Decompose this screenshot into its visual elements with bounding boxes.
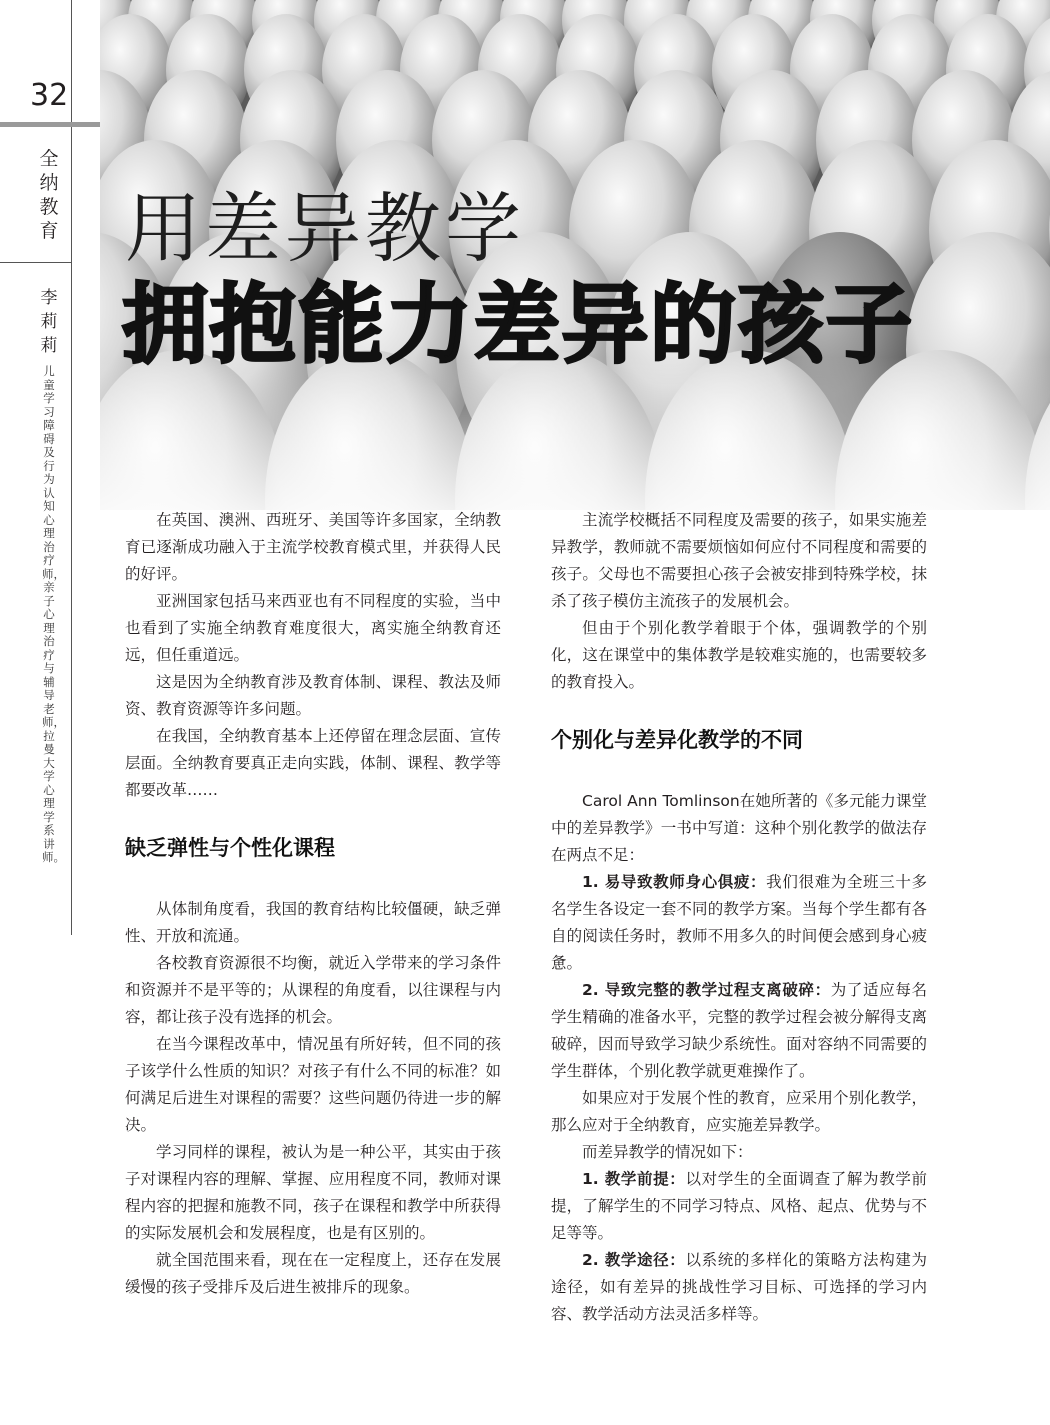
paragraph: 各校教育资源很不均衡，就近入学带来的学习条件和资源并不是平等的；从课程的角度看，以往课程与内容，都让孩子没有选择的机会。 <box>125 954 501 1026</box>
numbered-paragraph <box>551 869 927 977</box>
sidebar-separator <box>0 262 72 263</box>
point-label: 2. 导致完整的教学过程支离破碎： <box>582 981 831 999</box>
paragraph: 而差异教学的情况如下： <box>582 1143 753 1161</box>
page-number: 32 <box>30 78 69 113</box>
point-text: 以系统的多样化的策略方法构建为途径，如有差异的挑战性学习目标、可选择的学习内容、教学活动方法灵活多样等。 <box>551 1251 927 1323</box>
page-number-bar <box>0 122 100 127</box>
paragraph: 在英国、澳洲、西班牙、美国等许多国家，全纳教育已逐渐成功融入于主流学校教育模式里，并获得人民的好评。 <box>125 511 501 583</box>
paragraph: 亚洲国家包括马来西亚也有不同程度的实验，当中也看到了实施全纳教育难度很大，离实施全纳教育还远，但任重道远。 <box>125 592 501 664</box>
paragraph: 主流学校概括不同程度及需要的孩子，如果实施差异教学，教师就不需要烦恼如何应付不同程度和需要的孩子。父母也不需要担心孩子会被安排到特殊学校，抹杀了孩子模仿主流孩子的发展机会。 <box>551 511 927 610</box>
point-label: 1. 易导致教师身心俱疲： <box>582 873 767 891</box>
paragraph: 这是因为全纳教育涉及教育体制、课程、教法及师资、教育资源等许多问题。 <box>125 673 501 718</box>
point-label: 2. 教学途径： <box>582 1251 686 1269</box>
title-line-1: 用差异教学 <box>125 184 525 273</box>
point-text: 为了适应每名学生精确的准备水平，完整的教学过程会被分解得支离破碎，因而导致学习缺少系统性。面对容纳不同需要的学生群体，个别化教学就更难操作了。 <box>551 981 927 1080</box>
numbered-paragraph <box>551 1166 927 1247</box>
section-heading: 个别化与差异化教学的不同 <box>551 728 803 752</box>
paragraph: 但由于个别化教学着眼于个体，强调教学的个别化，这在课堂中的集体教学是较难实施的，也需要较多的教育投入。 <box>551 619 927 691</box>
author-name: 李莉莉 <box>40 288 58 356</box>
author-bio: 儿童学习障碍及行为认知心理治疗师，亲子心理治疗与辅导老师，拉曼大学心理学系讲师。 <box>42 364 65 864</box>
paragraph: Carol Ann Tomlinson在她所著的《多元能力课堂中的差异教学》一书中写道：这种个别化教学的做法存在两点不足： <box>551 792 927 864</box>
section-name: 全纳教育 <box>39 148 59 242</box>
title-line-2: 拥抱能力差异的孩子 <box>122 275 914 375</box>
paragraph: 就全国范围来看，现在在一定程度上，还存在发展缓慢的孩子受排斥及后进生被排斥的现象。 <box>125 1251 501 1296</box>
point-text: 以对学生的全面调查了解为教学前提，了解学生的不同学习特点、风格、起点、优势与不足等等。 <box>551 1170 927 1242</box>
right-column <box>551 507 927 1328</box>
paragraph: 从体制角度看，我国的教育结构比较僵硬，缺乏弹性、开放和流通。 <box>125 900 501 945</box>
paragraph: 学习同样的课程，被认为是一种公平，其实由于孩子对课程内容的理解、掌握、应用程度不同，教师对课程内容的把握和施教不同，孩子在课程和教学中所获得的实际发展机会和发展程度，也是有区别的。 <box>125 1143 501 1242</box>
sidebar-divider <box>71 0 72 935</box>
point-text: 我们很难为全班三十多名学生各设定一套不同的教学方案。当每个学生都有各自的阅读任务时，教师不用多久的时间便会感到身心疲惫。 <box>551 873 927 972</box>
paragraph: 在当今课程改革中，情况虽有所好转，但不同的孩子该学什么性质的知识？对孩子有什么不同的标准？如何满足后进生对课程的需要？这些问题仍待进一步的解决。 <box>125 1035 501 1134</box>
paragraph: 在我国，全纳教育基本上还停留在理念层面、宣传层面。全纳教育要真正走向实践，体制、课程、教学等都要改革…… <box>125 727 501 799</box>
point-label: 1. 教学前提： <box>582 1170 686 1188</box>
left-column <box>125 507 501 1301</box>
numbered-paragraph <box>551 1247 927 1328</box>
paragraph: 如果应对于发展个性的教育，应采用个别化教学，那么应对于全纳教育，应实施差异教学。 <box>551 1089 927 1134</box>
numbered-paragraph <box>551 977 927 1085</box>
section-heading: 缺乏弹性与个性化课程 <box>125 836 335 860</box>
sidebar <box>0 0 72 1425</box>
